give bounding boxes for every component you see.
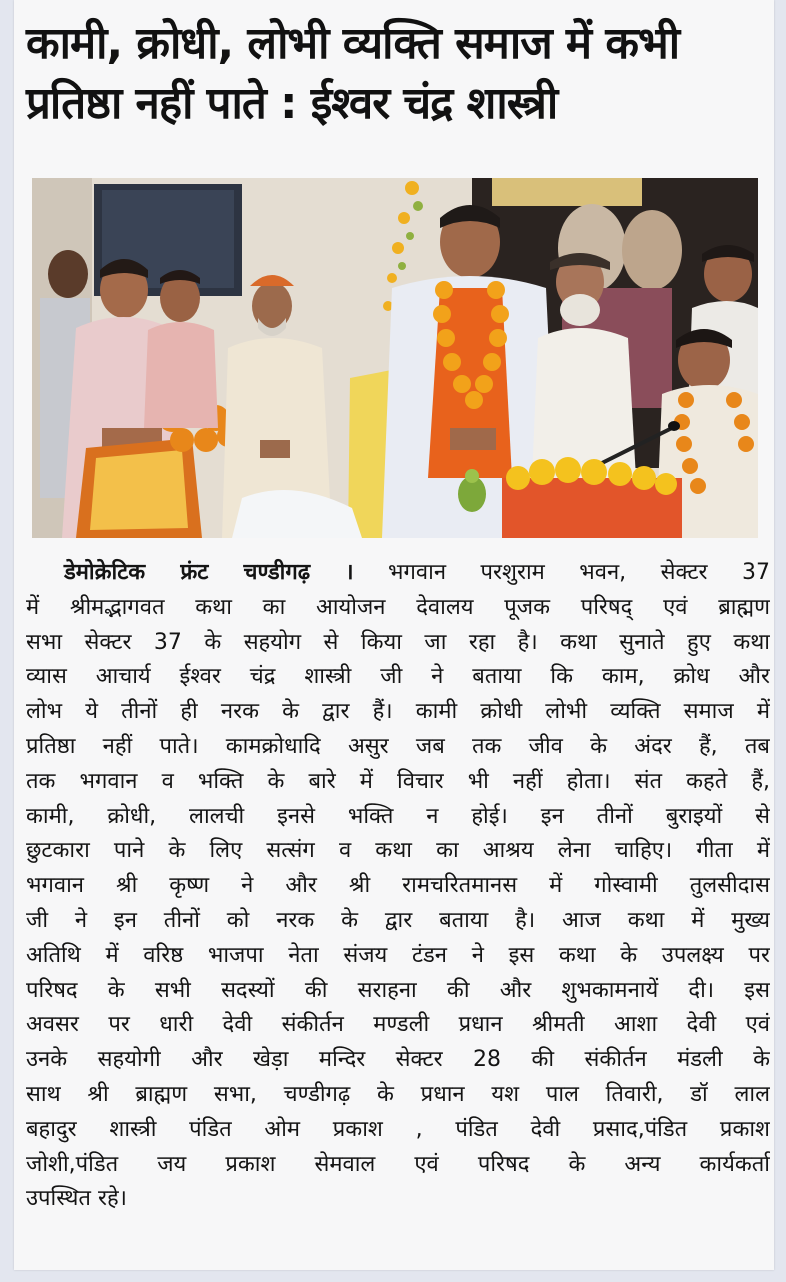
article-line-18: जोशी,पंडित जय प्रकाश सेमवाल एवं परिषद के अन्य कार्यकर्ता — [26, 1151, 770, 1177]
article-line-12: अतिथि में वरिष्ठ भाजपा नेता संजय टंडन ने इस कथा के उपलक्ष्य पर — [26, 942, 770, 968]
event-photo — [32, 178, 758, 538]
headline-line-1: कामी, क्रोधी, लोभी व्यक्ति समाज में कभी — [26, 18, 680, 69]
article-line-13: परिषद के सभी सदस्यों की सराहना की और शुभकामनायें दी। इस — [26, 977, 770, 1003]
article-line-4: व्यास आचार्य ईश्वर चंद्र शास्त्री जी ने बताया कि काम, क्रोध और — [26, 664, 770, 690]
article-line-3: सभा सेक्टर 37 के सहयोग से किया जा रहा है। कथा सुनाते हुए कथा — [26, 629, 770, 655]
clipped-previous-text — [14, 0, 774, 8]
article-line-9: छुटकारा पाने के लिए सत्संग व कथा का आश्रय लेना चाहिए। गीता में — [26, 838, 770, 864]
article-body — [26, 556, 770, 1217]
article-line-8: कामी, क्रोधी, लालची इनसे भक्ति न होई। इन तीनों बुराइयों से — [26, 803, 770, 829]
newspaper-clipping — [14, 0, 774, 1270]
article-line-17: बहादुर शास्त्री पंडित ओम प्रकाश , पंडित देवी प्रसाद,पंडित प्रकाश — [26, 1116, 770, 1142]
article-line-2: में श्रीमद्भागवत कथा का आयोजन देवालय पूजक परिषद् एवं ब्राह्मण — [26, 594, 770, 620]
article-line-5: लोभ ये तीनों ही नरक के द्वार हैं। कामी क्रोधी लोभी व्यक्ति समाज में — [26, 699, 770, 725]
article-line-10: भगवान श्री कृष्ण ने और श्री रामचरितमानस में गोस्वामी तुलसीदास — [26, 873, 770, 899]
article-line-15: उनके सहयोगी और खेड़ा मन्दिर सेक्टर 28 की संकीर्तन मंडली के — [26, 1047, 770, 1073]
article-line-14: अवसर पर धारी देवी संकीर्तन मण्डली प्रधान श्रीमती आशा देवी एवं — [26, 1012, 770, 1038]
article-line-1: डेमोक्रेटिक फ्रंट चण्डीगढ़ । भगवान परशुराम भवन, सेक्टर 37 — [64, 560, 770, 585]
dateline: डेमोक्रेटिक फ्रंट चण्डीगढ़ । — [64, 560, 354, 585]
article-line-11: जी ने इन तीनों को नरक के द्वार बताया है। आज कथा में मुख्य — [26, 907, 770, 933]
article-line-6: प्रतिष्ठा नहीं पाते। कामक्रोधादि असुर जब तक जीव के अंदर हैं, तब — [26, 733, 770, 759]
article-line-19: उपस्थित रहे। — [26, 1186, 127, 1212]
headline — [26, 14, 766, 134]
article-line-7: तक भगवान व भक्ति के बारे में विचार भी नहीं होता। संत कहते हैं, — [26, 768, 770, 794]
headline-line-2: प्रतिष्ठा नहीं पाते : ईश्वर चंद्र शास्त्री — [26, 78, 558, 129]
article-line-16: साथ श्री ब्राह्मण सभा, चण्डीगढ़ के प्रधान यश पाल तिवारी, डॉ लाल — [26, 1081, 770, 1107]
